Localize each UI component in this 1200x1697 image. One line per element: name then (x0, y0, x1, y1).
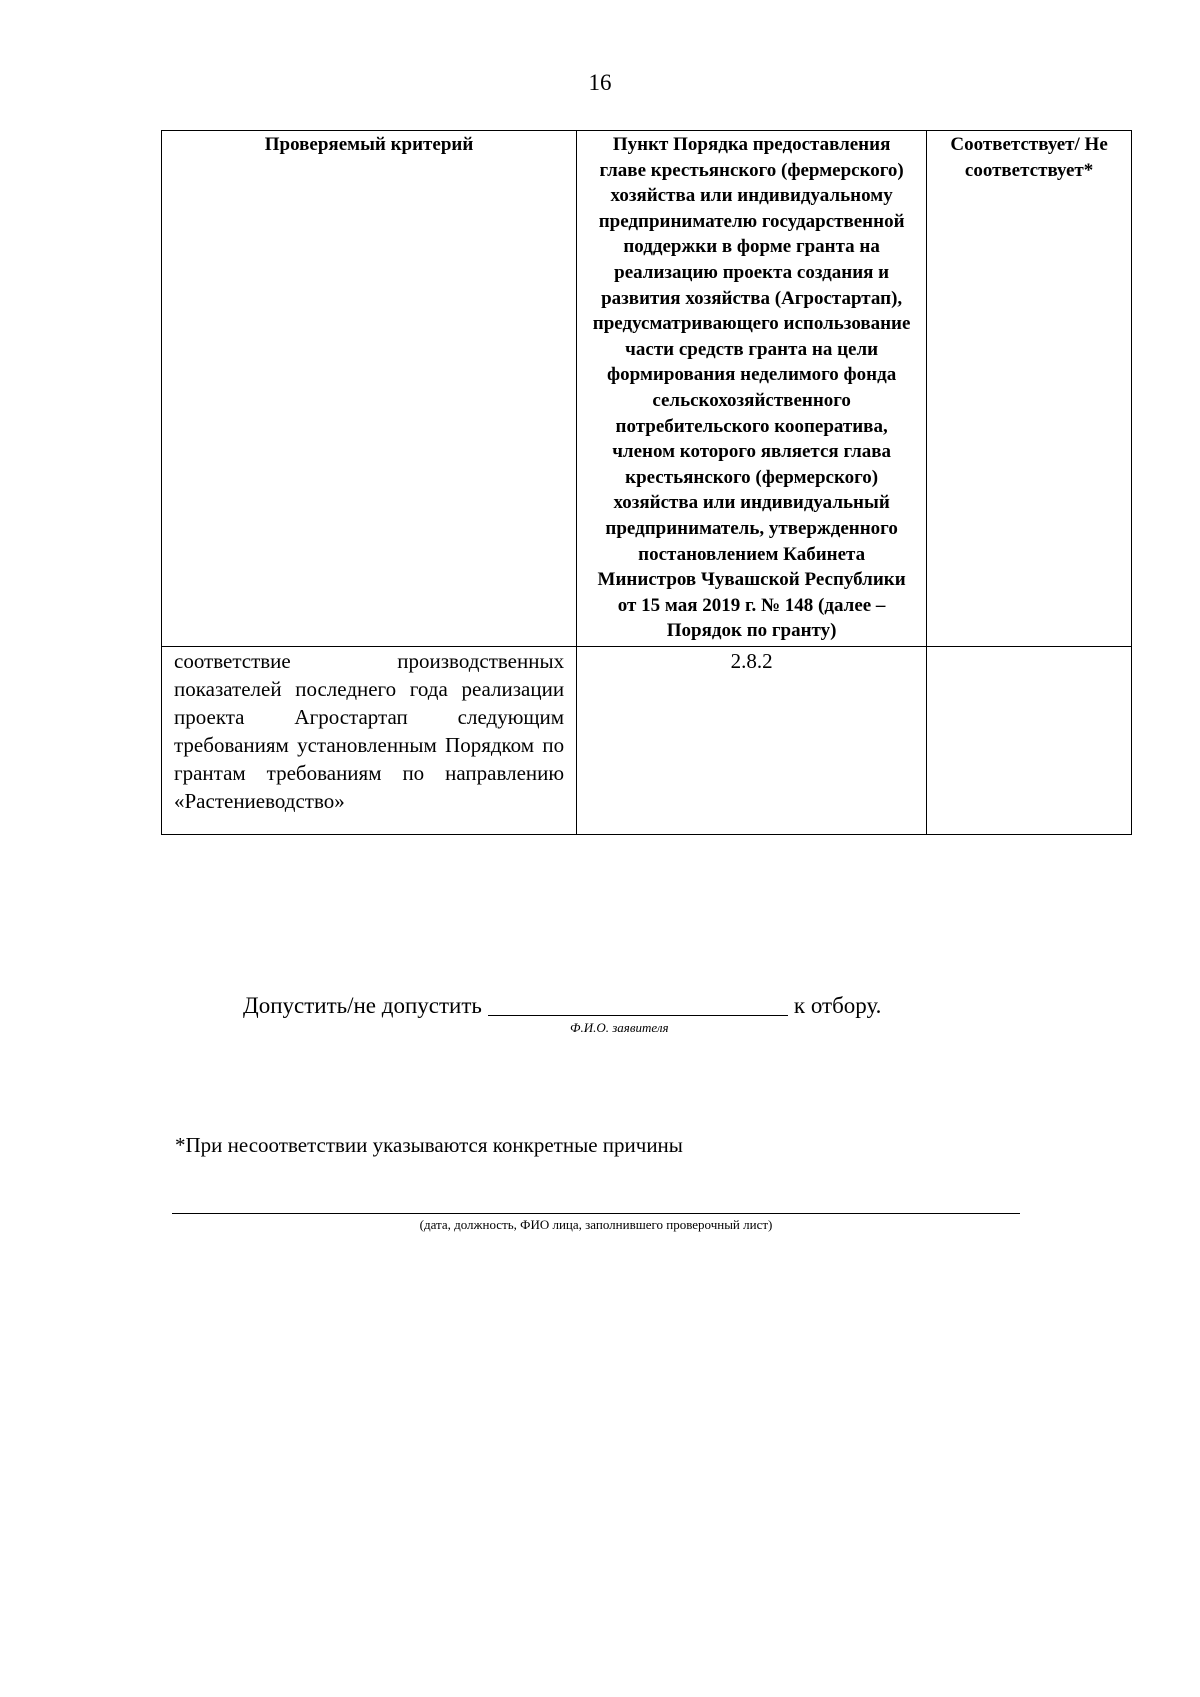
applicant-name-caption: Ф.И.О. заявителя (570, 1020, 669, 1035)
applicant-name-blank[interactable] (488, 993, 788, 1016)
page-number: 16 (588, 70, 612, 95)
checklist-table (161, 130, 1132, 835)
admission-suffix: к отбору. (793, 993, 882, 1018)
compliance-cell[interactable] (927, 646, 1132, 834)
criterion-cell: соответствие производственных показателей последнего года реализации проекта Агростартап следующим требованиям установленным Порядком по грантам требованиям по направлению «Растениеводство» (162, 646, 577, 834)
signature-line[interactable] (172, 1213, 1020, 1214)
admission-prefix: Допустить/не допустить (243, 993, 482, 1018)
table-row (162, 646, 1132, 834)
header-compliance: Соответствует/ Не соответствует* (927, 131, 1132, 647)
signature-caption: (дата, должность, ФИО лица, заполнившего проверочный лист) (419, 1217, 773, 1232)
header-order-point: Пункт Порядка предоставления главе крестьянского (фермерского) хозяйства или индивидуальному предпринимателю государственной поддержки в форме гранта на реализацию проекта создания и развития хозяйства (Агростартап), предусматривающего использование части средств гранта на цели формирования неделимого фонда сельскохозяйственного потребительского кооператива, членом которого является глава крестьянского (фермерского) хозяйства или индивидуальный предприниматель, утвержденного постановлением Кабинета Министров Чувашской Республики от 15 мая 2019 г. № 148 (далее – Порядок по гранту) (577, 131, 927, 647)
admission-statement (243, 993, 881, 1019)
table-header-row (162, 131, 1132, 647)
order-point-cell: 2.8.2 (577, 646, 927, 834)
footnote: *При несоответствии указываются конкретные причины (175, 1133, 683, 1157)
header-criterion: Проверяемый критерий (162, 131, 577, 647)
